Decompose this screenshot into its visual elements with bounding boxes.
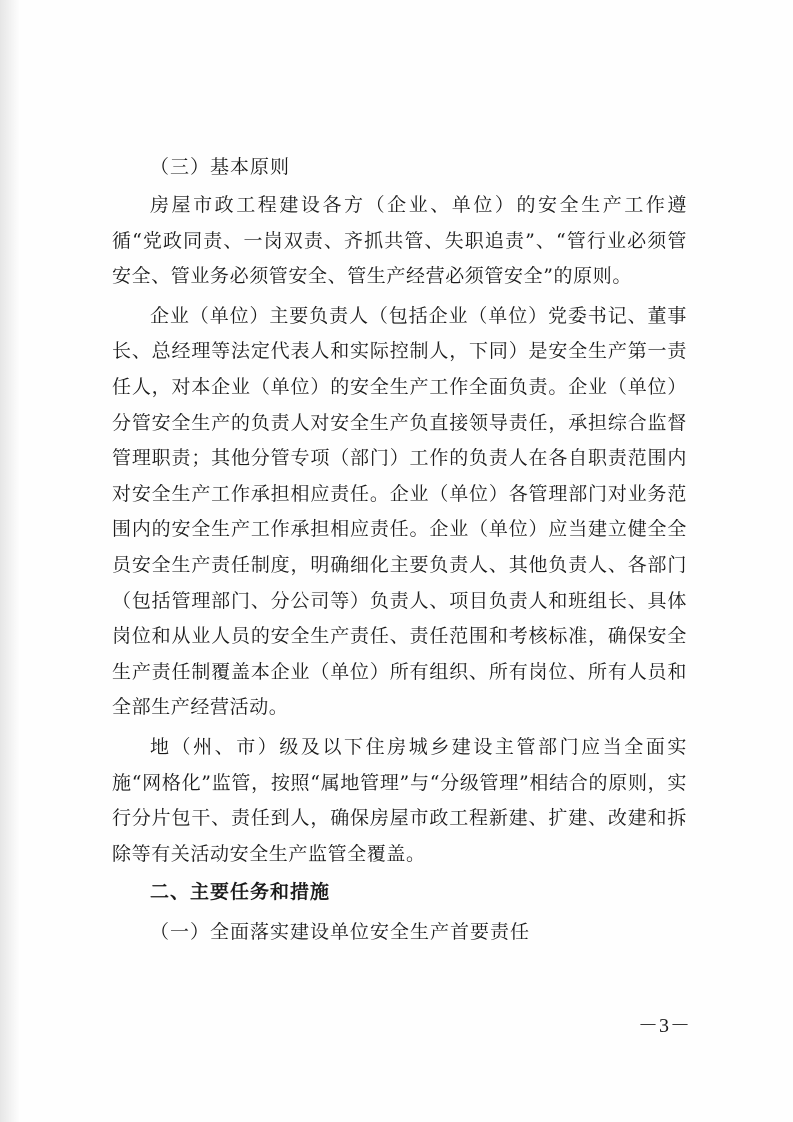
section-title-main-tasks: 二、主要任务和措施 [150, 881, 331, 904]
subsection-title-construction-unit: （一）全面落实建设单位安全生产首要责任 [150, 921, 531, 944]
scan-shadow-edge [0, 0, 20, 1122]
document-body [112, 148, 687, 952]
page-number: －3－ [638, 1015, 691, 1037]
paragraph-principles: 房屋市政工程建设各方（企业、单位）的安全生产工作遵循“党政同责、一岗双责、齐抓共管、失职追责”、“管行业必须管安全、管业务必须管安全、管生产经营必须管安全”的原则。 [112, 194, 687, 288]
paragraph-grid-supervision: 地（州、市）级及以下住房城乡建设主管部门应当全面实施“网格化”监管，按照“属地管理”与“分级管理”相结合的原则，实行分片包干、责任到人，确保房屋市政工程新建、扩建、改建和拆除等有关活动安全生产监管全覆盖。 [112, 735, 687, 865]
heading-basic-principles: （三）基本原则 [150, 156, 291, 178]
paragraph-enterprise-responsibility: 企业（单位）主要负责人（包括企业（单位）党委书记、董事长、总经理等法定代表人和实际控制人，下同）是安全生产第一责任人，对本企业（单位）的安全生产工作全面负责。企业（单位）分管安全生产的负责人对安全生产负直接领导责任，承担综合监督管理职责；其他分管专项（部门）工作的负责人在各自职责范围内对安全生产工作承担相应责任。企业（单位）各管理部门对业务范围内的安全生产工作承担相应责任。企业（单位）应当建立健全全员安全生产责任制度，明确细化主要负责人、其他负责人、各部门（包括管理部门、分公司等）负责人、项目负责人和班组长、具体岗位和从业人员的安全生产责任、责任范围和考核标准，确保安全生产责任制覆盖本企业（单位）所有组织、所有岗位、所有人员和全部生产经营活动。 [112, 304, 687, 719]
